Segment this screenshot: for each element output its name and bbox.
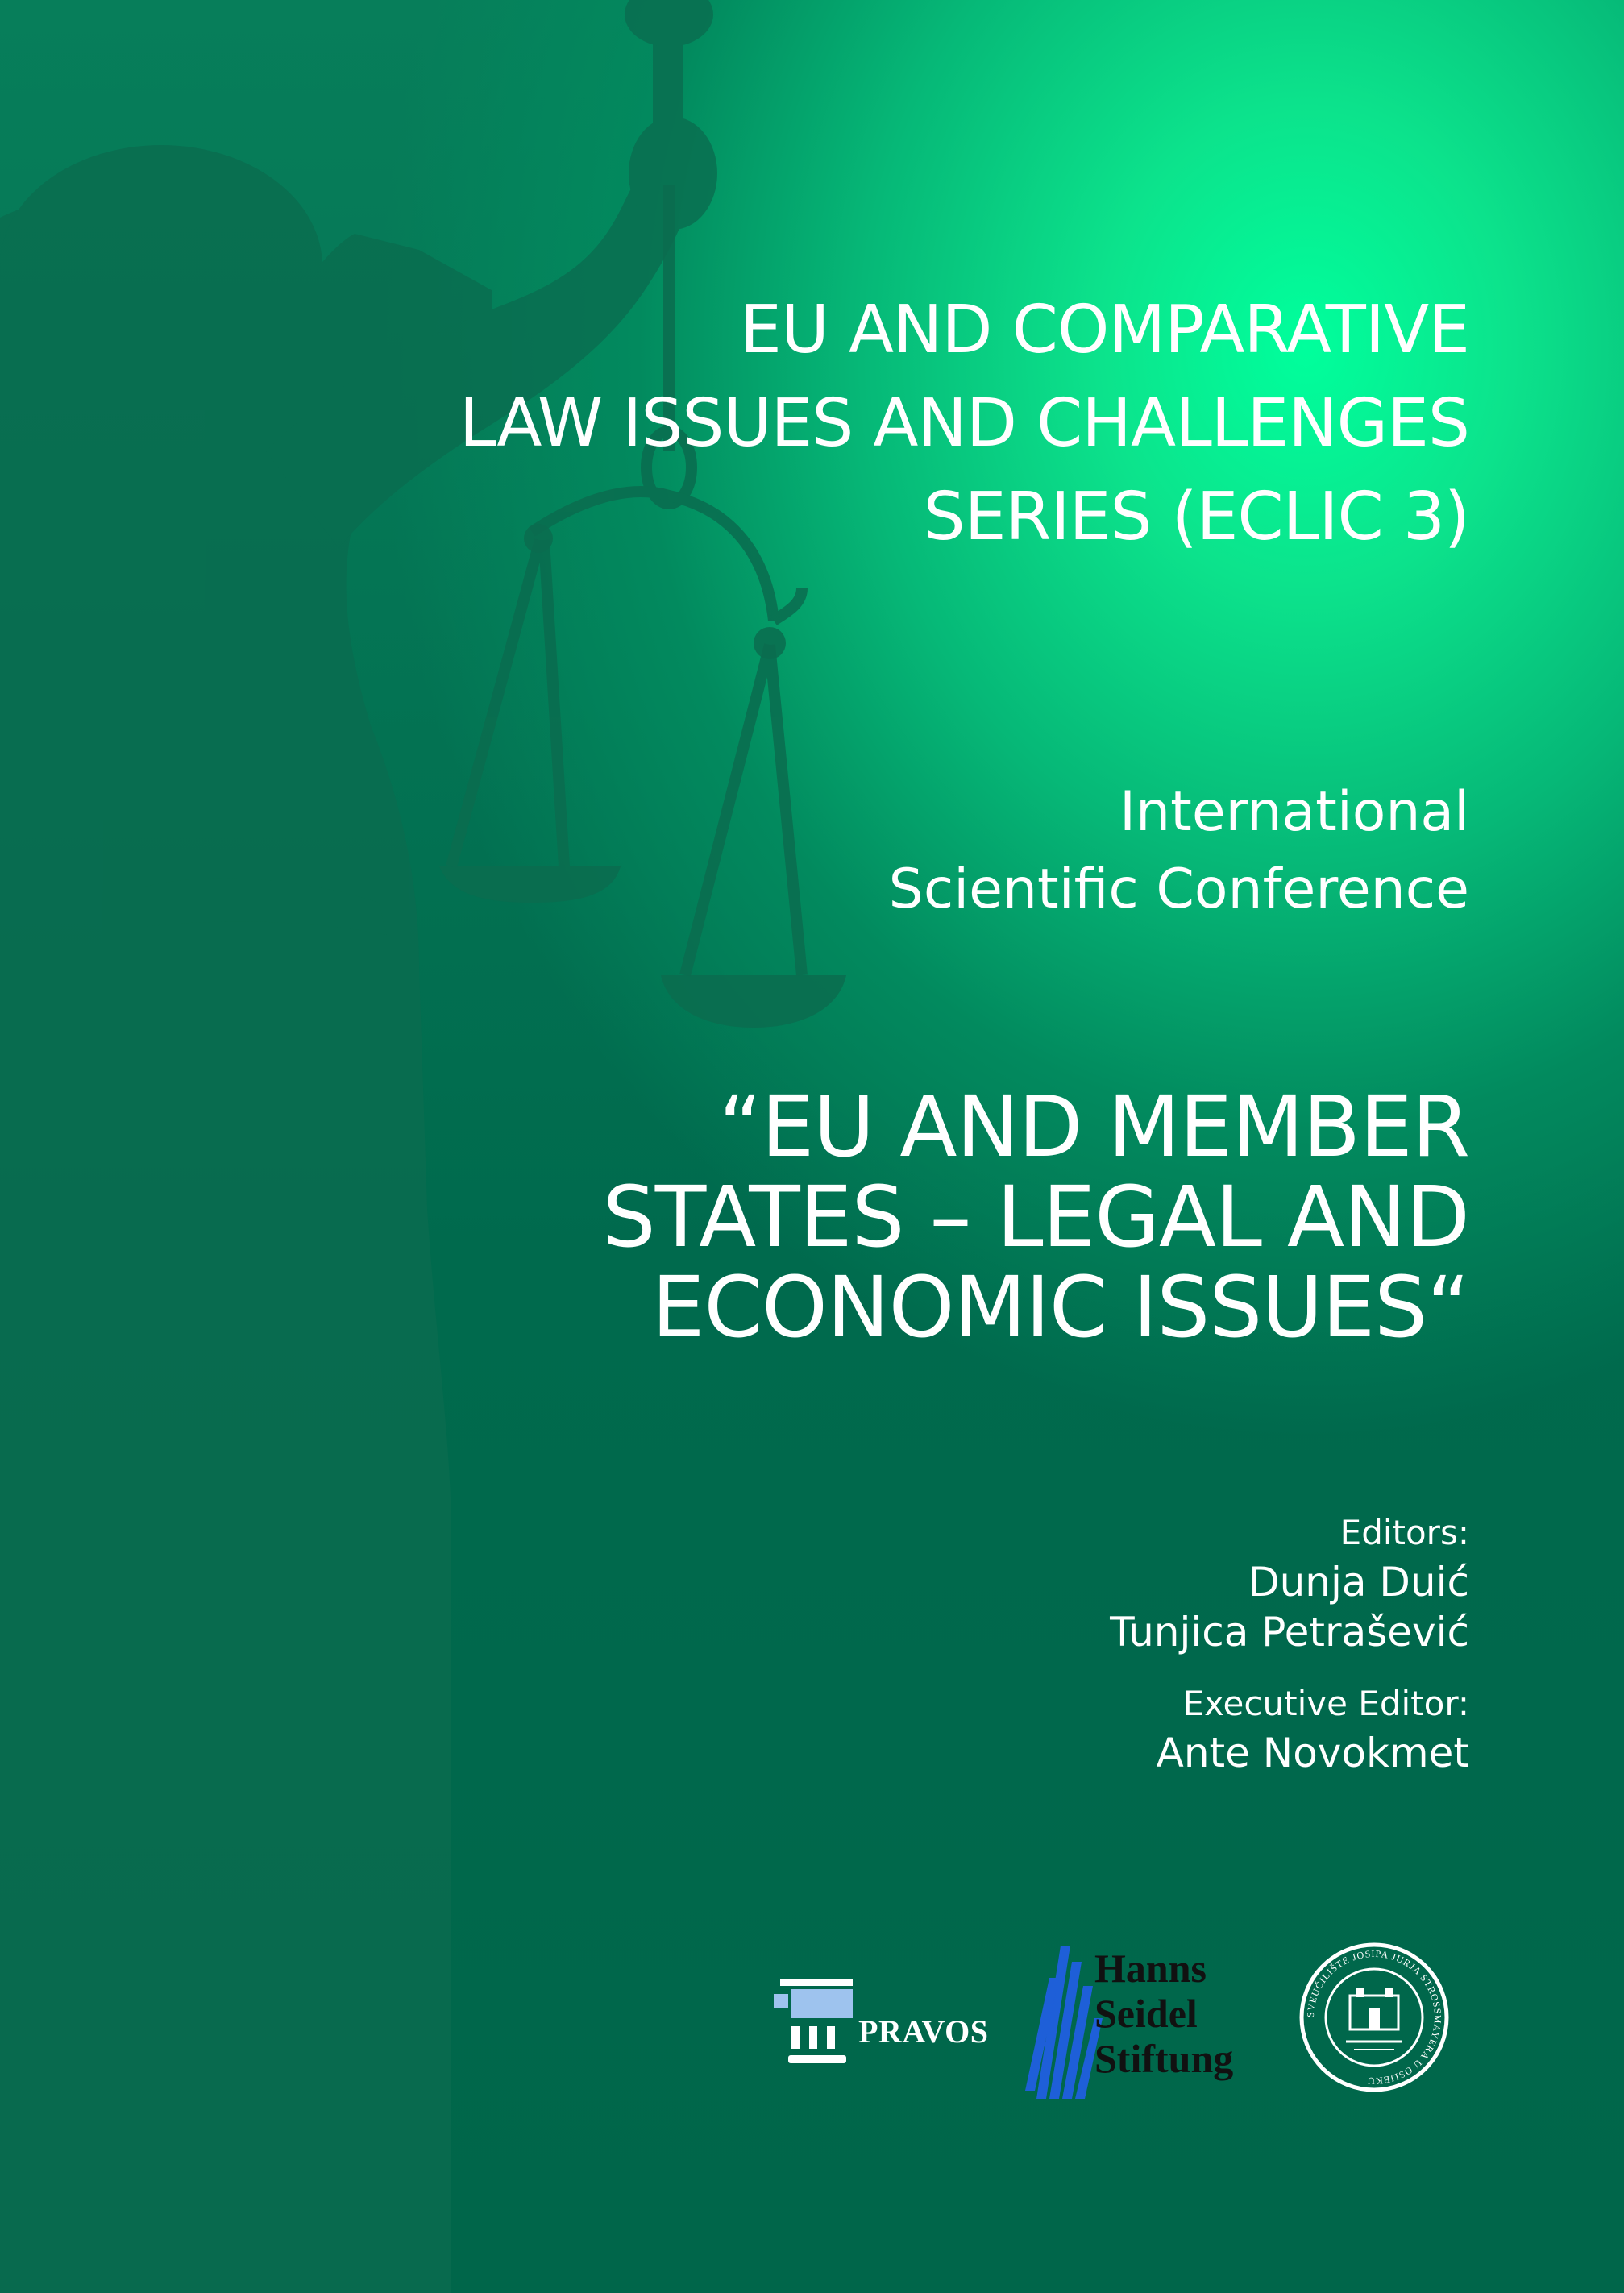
conference-subtitle [889,774,1469,928]
series-title [459,284,1469,564]
executive-editor-name: Ante Novokmet [1156,1730,1469,1776]
pravos-logo [774,1968,991,2073]
conference-title [602,1078,1469,1356]
publisher-logos [774,1934,1475,2112]
hss-stripes-icon [1022,1946,1103,2099]
editor-name: Tunjica Petrašević [1110,1609,1469,1655]
conference-title-line-2: STATES – LEGAL AND [602,1168,1469,1266]
pravos-columns-icon [774,1968,854,2073]
conference-line-2: Scientific Conference [888,858,1469,921]
conference-title-line-1: “EU AND MEMBER [718,1078,1469,1176]
hss-word: Stiftung [1094,2036,1234,2081]
editors-block [1110,1509,1469,1778]
pravos-wordmark: PRAVOS [858,2013,989,2050]
hss-word: Seidel [1094,1991,1198,2036]
hss-word: Hanns [1094,1946,1207,1991]
series-title-line-3: SERIES (ECLIC 3) [923,479,1469,555]
svg-text:SVEUČILIŠTE JOSIPA JURJA STROS: SVEUČILIŠTE JOSIPA JURJA STROSSMAYERA U OSIJEKU [1304,1947,1444,2087]
series-title-line-1: EU AND COMPARATIVE [740,292,1469,368]
executive-editor-label: Executive Editor: [1182,1684,1469,1723]
series-title-line-2: LAW ISSUES AND CHALLENGES [459,385,1469,462]
editors-label: Editors: [1339,1513,1469,1552]
conference-line-1: International [1119,780,1469,844]
hanns-seidel-stiftung-logo [1022,1946,1288,2099]
university-seal-logo [1298,1941,1451,2094]
conference-title-line-3: ECONOMIC ISSUES“ [651,1258,1469,1356]
editor-name: Dunja Duić [1248,1559,1469,1606]
hss-wordmark [1094,1946,1233,2081]
